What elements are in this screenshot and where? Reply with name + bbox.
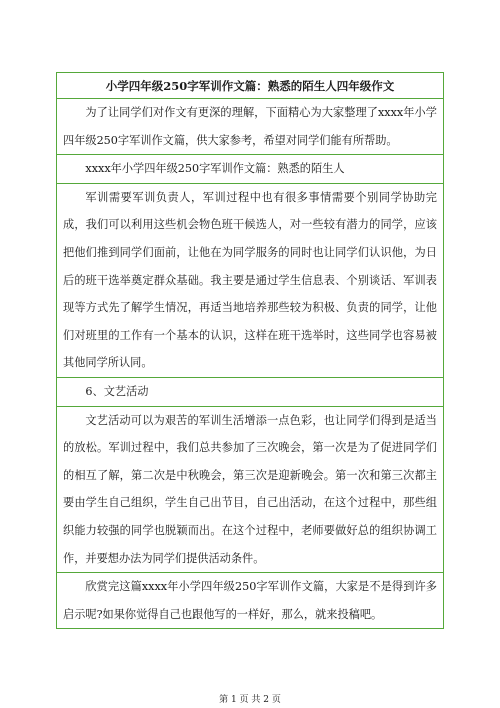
- document-table: [56, 72, 444, 629]
- body-paragraph-2: 文艺活动可以为艰苦的军训生活增添一点色彩，也让同学们得到是适当的放松。军训过程中，我们总共参加了三次晚会，第一次是为了促进同学们的相互了解，第二次是中秋晚会，第三次是迎新晚会。第一次和第三次都主要由学生自己组织，学生自己出节目，自己出活动，在这个过程中，那些组织能力较强的同学也脱颖而出。在这个过程中，老师要做好总的组织协调工作，并要想办法为同学们提供活动条件。: [57, 407, 443, 574]
- intro-paragraph: 为了让同学们对作文有更深的理解，下面精心为大家整理了xxxx年小学四年级250字军训作文篇，供大家参考，希望对同学们能有所帮助。: [57, 99, 443, 155]
- section-heading: 6、文艺活动: [57, 378, 443, 407]
- closing-paragraph: 欣赏完这篇xxxx年小学四年级250字军训作文篇，大家是不是得到许多启示呢?如果你觉得自己也跟他写的一样好，那么，就来投稿吧。: [63, 580, 437, 621]
- body-paragraph-1: 军训需要军训负责人，军训过程中也有很多事情需要个别同学协助完成，我们可以利用这些机会物色班干候选人，对一些较有潜力的同学，应该把他们推到同学们面前，让他在为同学服务的同时也让同学们认识他，为日后的班干选举奠定群众基础。我主要是通过学生信息表、个别谈话、军训表现等方式先了解学生情况，再适当地培养那些较为积极、负责的同学，让他们对班里的工作有一个基本的认识，这样在班干选举时，这些同学也容易被其他同学所认同。: [57, 184, 443, 378]
- article-subtitle: xxxx年小学四年级250字军训作文篇：熟悉的陌生人: [57, 155, 443, 184]
- document-title: 小学四年级250字军训作文篇：熟悉的陌生人四年级作文: [57, 73, 443, 99]
- page-number: 第 1 页 共 2 页: [219, 695, 281, 705]
